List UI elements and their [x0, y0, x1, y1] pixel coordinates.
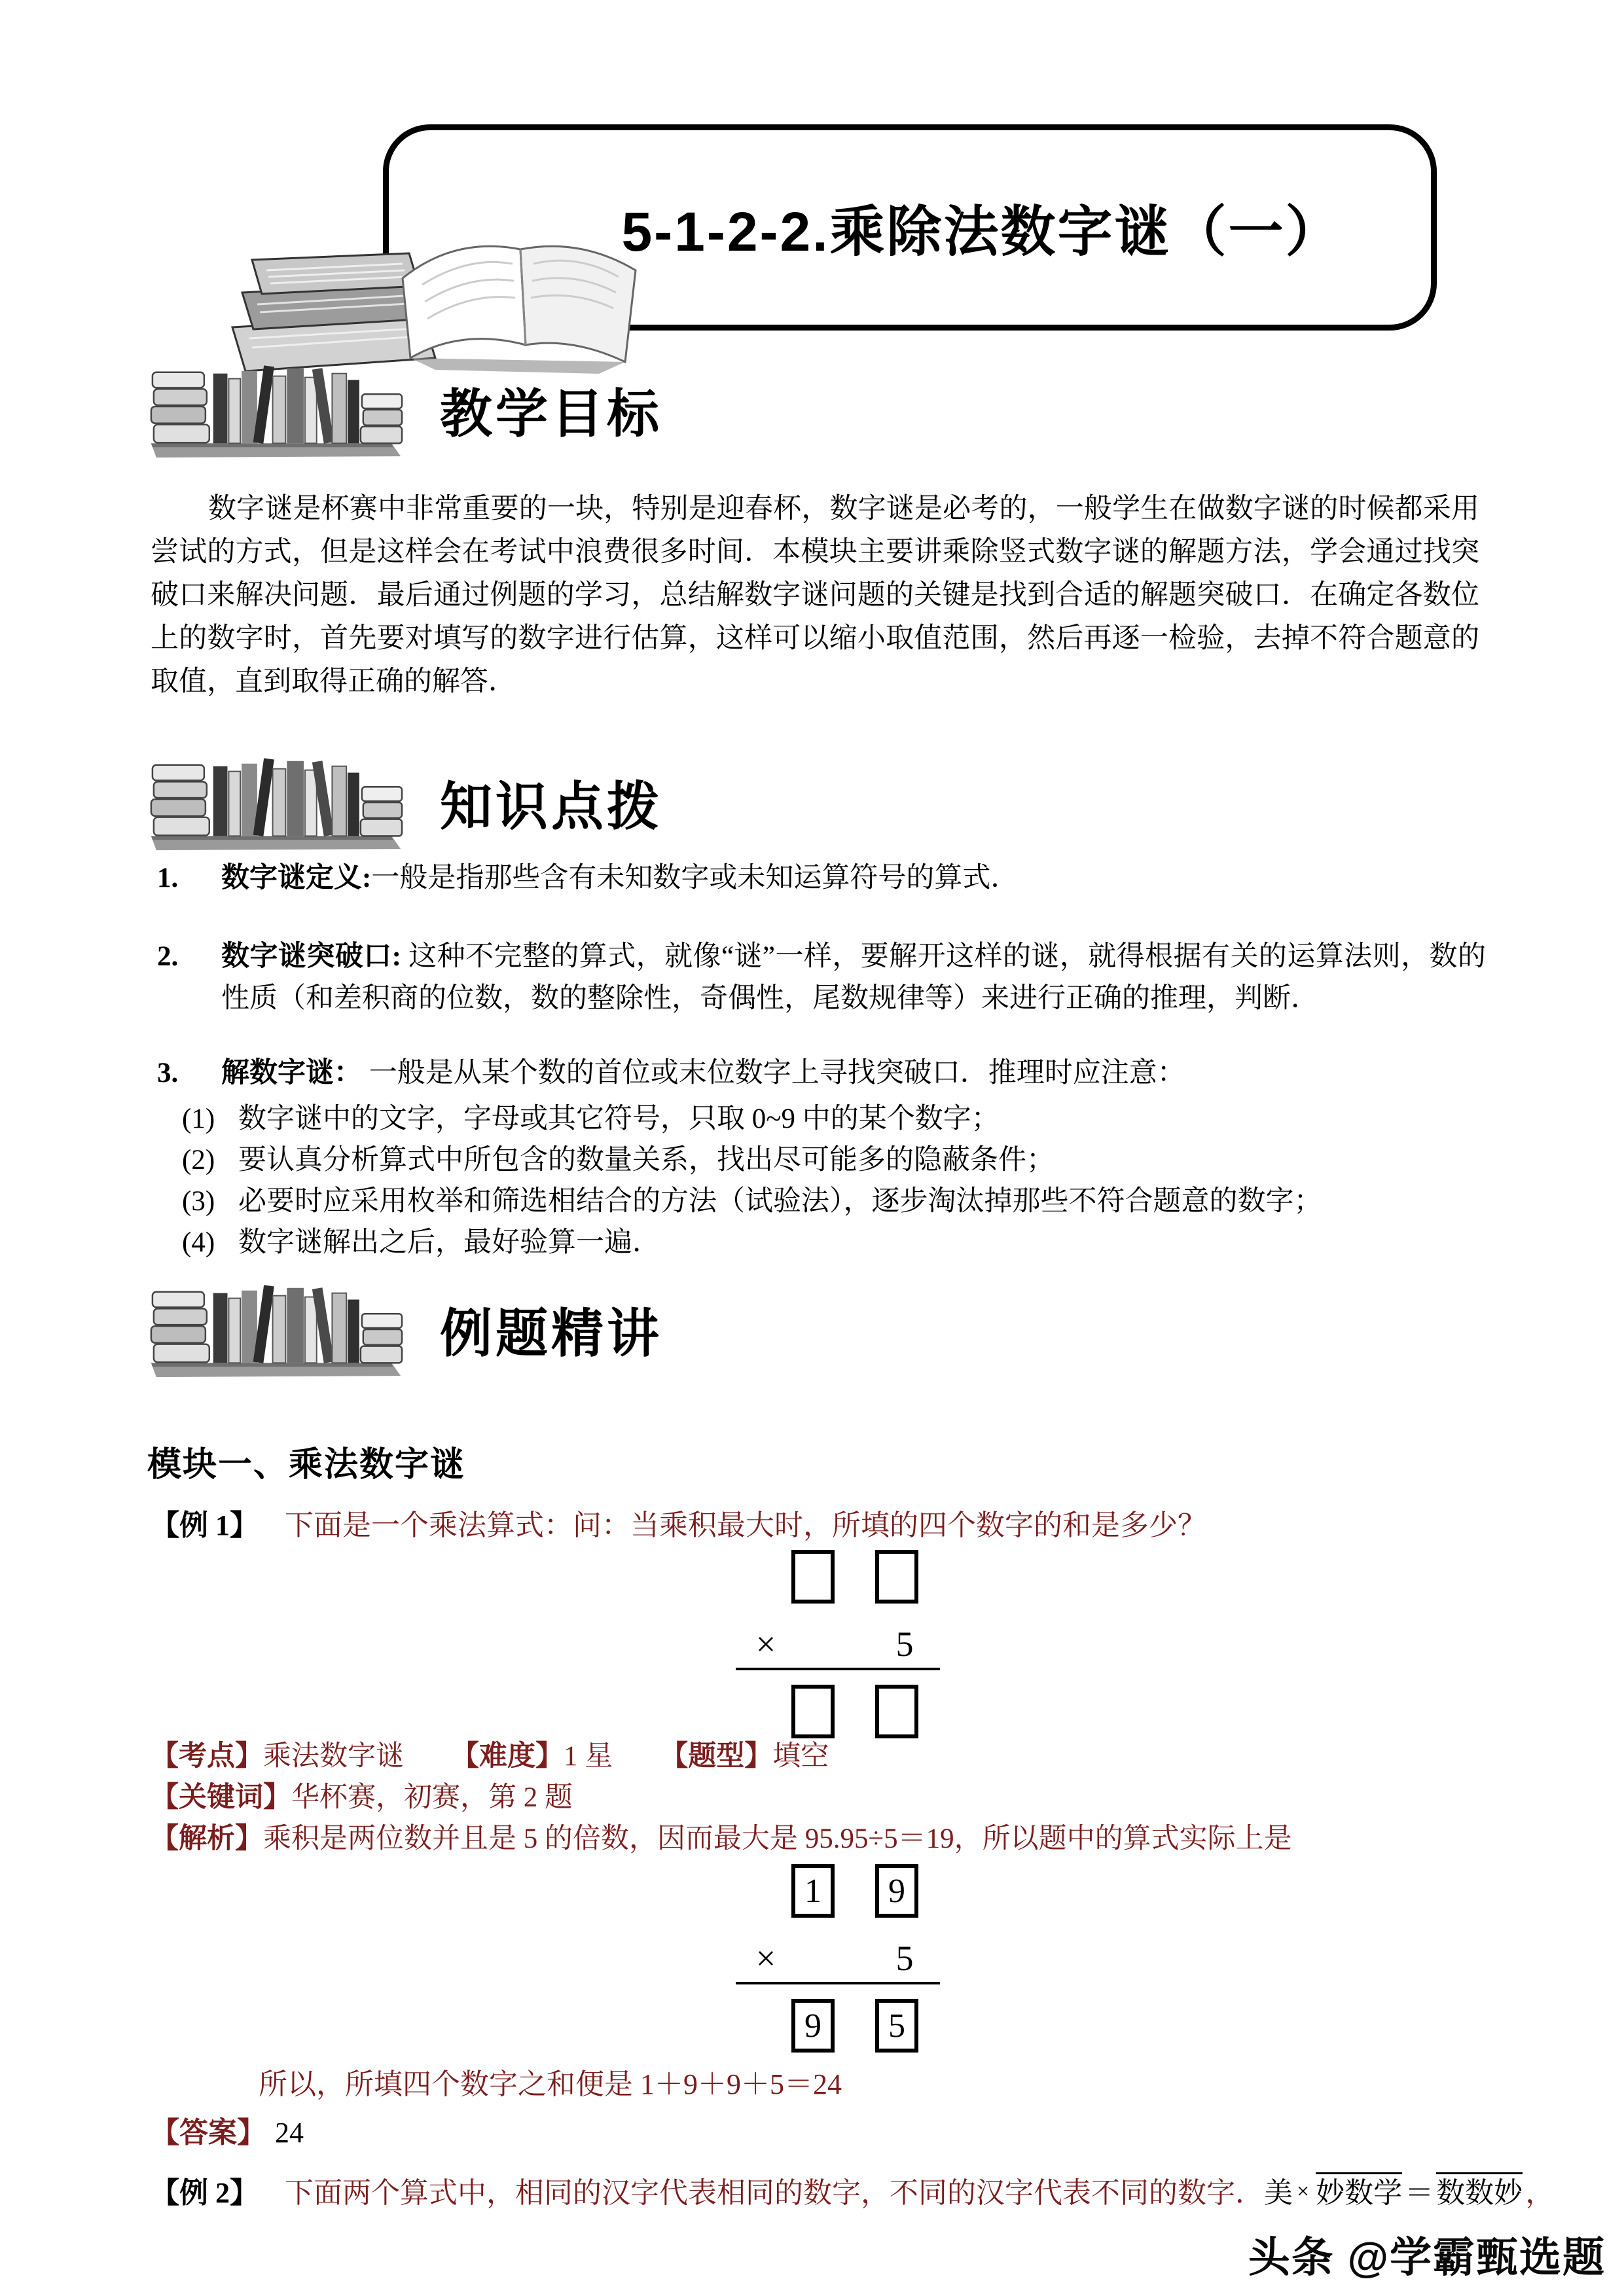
item-number: 3. [157, 1058, 179, 1088]
formula [1264, 2177, 1554, 2209]
item-lead: 数字谜定义: [221, 863, 372, 893]
meta-line-keywords [151, 1777, 1499, 1818]
kaodian-label: 【考点】 [151, 1741, 263, 1772]
bookshelf-icon [147, 746, 406, 857]
module-title: 模块一、乘法数字谜 [147, 1446, 466, 1484]
meta-line-topics [151, 1736, 1499, 1777]
product-line [736, 1982, 940, 1984]
meta-line-analysis [151, 1818, 1499, 1859]
example1-label: 【例 1】 [151, 1509, 259, 1541]
digit-box [875, 1550, 918, 1604]
knowledge-item [151, 857, 1486, 899]
knowledge-heading: 知识点拨 [440, 777, 662, 836]
knowledge-subitem [182, 1139, 1486, 1181]
conclusion-text: 所以，所填四个数字之和便是 1＋9＋9＋5＝24 [259, 2068, 842, 2100]
answer-row [151, 2109, 304, 2151]
knowledge-subitem [182, 1222, 1486, 1263]
formula-equals-sign: ＝ [1405, 2177, 1434, 2209]
item-number: (3) [182, 1186, 215, 1217]
item-text: 这种不完整的算式，就像“谜”一样，要解开这样的谜，就得根据有关的运算法则，数的性质（和差积商的位数，数的整除性，奇偶性，尾数规律等）来进行正确的推理，判断． [221, 941, 1486, 1014]
multiplication-diagram-solved [733, 1864, 943, 2053]
times-sign: × [755, 1939, 776, 1978]
bookshelf-icon [147, 1273, 406, 1384]
watermark: 头条 @学霸甄选题 [1248, 2234, 1606, 2281]
digit-box: 9 [791, 1999, 835, 2053]
tixing-value: 填空 [772, 1741, 829, 1772]
item-lead: 解数字谜： [221, 1058, 362, 1088]
item-number: 2. [157, 941, 179, 972]
digit-box [791, 1685, 835, 1738]
formula-multiplicand: 美 [1264, 2177, 1293, 2209]
item-number: (1) [182, 1103, 215, 1134]
item-number: (2) [182, 1145, 215, 1175]
example2-text: 下面两个算式中，相同的汉字代表相同的数字，不同的汉字代表不同的数字． [285, 2177, 1264, 2209]
knowledge-subitem [182, 1098, 1486, 1139]
keyword-label: 【关键词】 [151, 1782, 291, 1813]
keyword-value: 华杯赛，初赛，第 2 题 [291, 1782, 573, 1813]
item-number: 1. [157, 863, 179, 893]
example2-row [151, 2172, 1614, 2214]
item-text: 数字谜解出之后，最好验算一遍． [238, 1227, 660, 1258]
formula-product-overline: 数数妙 [1436, 2172, 1523, 2210]
objectives-paragraph: 数字谜是杯赛中非常重要的一块，特别是迎春杯，数字谜是必考的，一般学生在做数字谜的时候都采用尝试的方式，但是这样会在考试中浪费很多时间．本模块主要讲乘除竖式数字谜的解题方法，学会通过找突破口来解决问题．最后通过例题的学习，总结解数字谜问题的关键是找到合适的解题突破口．在确定各数位上的数字时，首先要对填写的数字进行估算，这样可以缩小取值范围，然后再逐一检验，去掉不符合题意的取值，直到取得正确的解答． [151, 493, 1479, 697]
item-text: 一般是从某个数的首位或末位数字上寻找突破口．推理时应注意： [362, 1058, 1185, 1088]
item-number: (4) [182, 1227, 215, 1258]
digit-box: 1 [791, 1864, 835, 1918]
knowledge-list [151, 857, 1486, 1263]
page-title: 5-1-2-2.乘除法数字谜（一） [621, 201, 1343, 262]
multiplier-digit: 5 [895, 1624, 914, 1664]
nandu-label: 【难度】 [451, 1741, 564, 1772]
digit-box: 9 [875, 1864, 918, 1918]
knowledge-subitems [151, 1098, 1486, 1263]
times-sign: × [755, 1624, 776, 1664]
answer-label: 【答案】 [151, 2117, 266, 2149]
formula-times-sign: × [1297, 2179, 1310, 2204]
digit-box: 5 [875, 1999, 918, 2053]
formula-multiplier-overline: 妙数学 [1316, 2172, 1402, 2210]
example1-meta [151, 1736, 1499, 1859]
nandu-value: 1 星 [564, 1741, 613, 1772]
section-heading-knowledge [147, 746, 662, 857]
example2-label: 【例 2】 [151, 2177, 259, 2209]
item-text: 必要时应采用枚举和筛选相结合的方法（试验法），逐步淘汰掉那些不符合题意的数字； [238, 1186, 1322, 1217]
tixing-label: 【题型】 [660, 1741, 773, 1772]
knowledge-item [151, 1052, 1486, 1094]
example1-question: 下面是一个乘法算式：问：当乘积最大时，所填的四个数字的和是多少？ [285, 1509, 1206, 1541]
bookshelf-icon [147, 353, 406, 465]
digit-box [875, 1685, 918, 1738]
multiplier-digit: 5 [895, 1939, 914, 1978]
multiplication-diagram-blank [733, 1550, 943, 1738]
knowledge-subitem [182, 1181, 1486, 1222]
knowledge-item [151, 936, 1486, 1020]
example1-row [151, 1505, 1614, 1546]
section-heading-objectives [147, 353, 662, 465]
analysis-text: 乘积是两位数并且是 5 的倍数，因而最大是 95.95÷5＝19，所以题中的算式实际上是 [263, 1823, 1292, 1854]
answer-value: 24 [275, 2117, 304, 2149]
digit-box [791, 1550, 835, 1604]
product-line [736, 1668, 940, 1670]
item-text: 一般是指那些含有未知数字或未知运算符号的算式． [371, 863, 1019, 893]
examples-heading: 例题精讲 [440, 1304, 662, 1363]
item-text: 要认真分析算式中所包含的数量关系，找出尽可能多的隐蔽条件； [238, 1145, 1055, 1175]
analysis-label: 【解析】 [151, 1823, 263, 1854]
section-heading-examples [147, 1273, 662, 1384]
objectives-heading: 教学目标 [440, 384, 662, 443]
item-text: 数字谜中的文字，字母或其它符号，只取 0~9 中的某个数字； [238, 1103, 1000, 1134]
item-lead: 数字谜突破口: [221, 941, 401, 972]
kaodian-value: 乘法数字谜 [263, 1741, 404, 1772]
formula-comma: ， [1525, 2177, 1555, 2209]
